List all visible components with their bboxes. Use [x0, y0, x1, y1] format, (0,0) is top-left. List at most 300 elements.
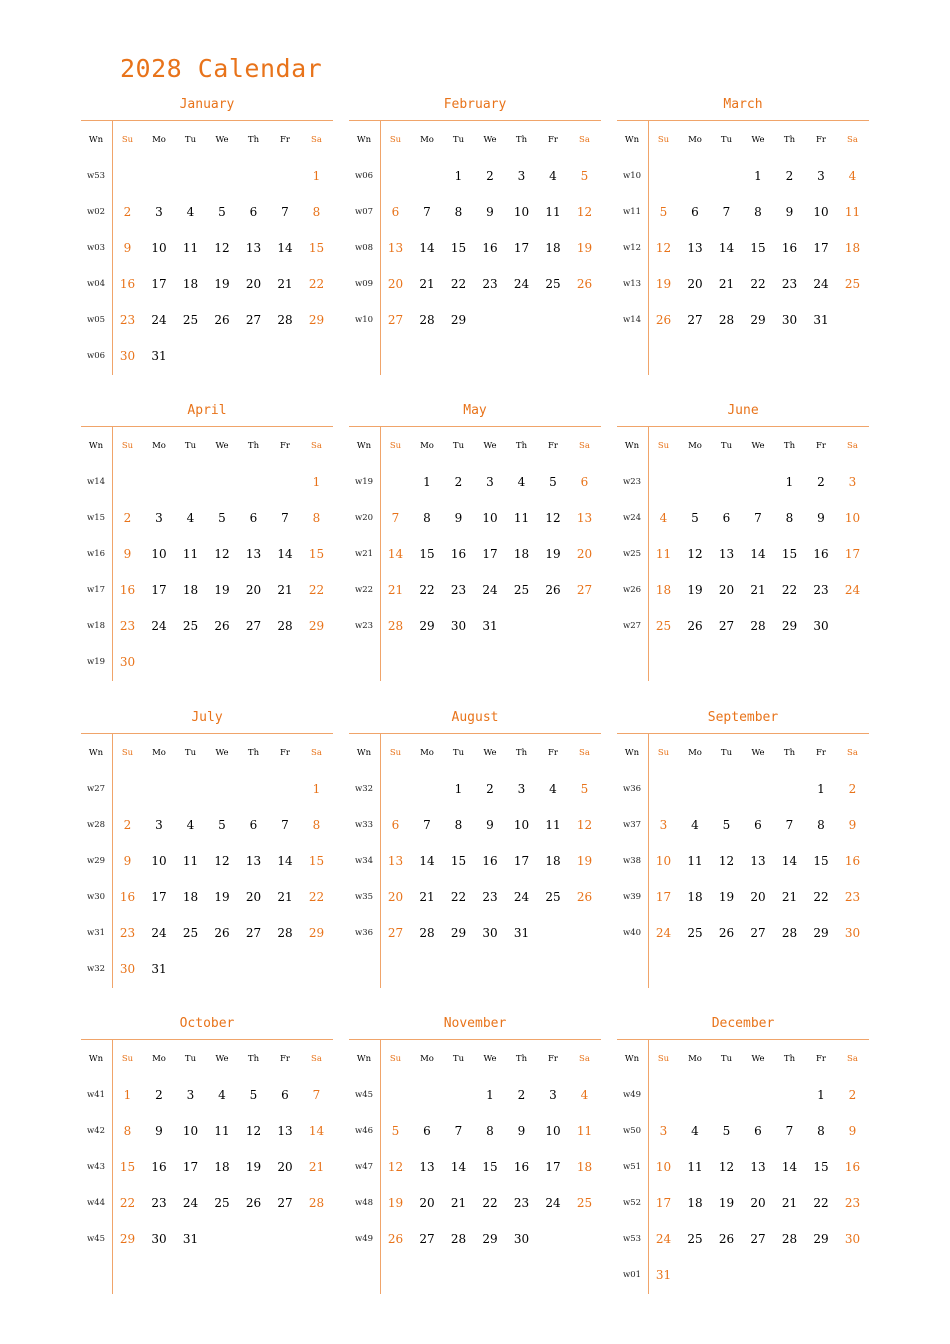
- weekday-header-th: Th: [247, 1054, 260, 1064]
- day-cell: 23: [813, 583, 829, 597]
- weekday-header-th: Th: [515, 135, 528, 145]
- week-number-header: Wn: [356, 441, 372, 451]
- day-cell: 21: [419, 277, 435, 291]
- month-name: September: [707, 710, 779, 725]
- month-header-rule: [617, 733, 869, 734]
- day-cell: 17: [151, 277, 167, 291]
- day-cell: 10: [513, 818, 530, 832]
- day-cell: 4: [691, 1124, 699, 1138]
- day-cell: 28: [277, 619, 293, 633]
- day-cell: 9: [486, 818, 494, 832]
- day-cell: 22: [419, 583, 435, 597]
- day-cell: 27: [750, 1232, 766, 1246]
- week-number: w07: [354, 207, 374, 217]
- day-cell: 20: [245, 277, 262, 291]
- month-october: [81, 1016, 333, 1302]
- day-cell: 18: [513, 547, 530, 561]
- week-number: w49: [622, 1090, 642, 1100]
- day-cell: 5: [549, 475, 557, 489]
- day-cell: 14: [308, 1124, 325, 1138]
- day-cell: 15: [450, 854, 467, 868]
- day-cell: 24: [151, 926, 167, 940]
- day-cell: 10: [151, 854, 167, 868]
- month-march: [617, 97, 869, 383]
- day-cell: 24: [844, 583, 861, 597]
- day-cell: 23: [119, 313, 136, 327]
- week-number: w19: [354, 477, 374, 487]
- day-cell: 11: [687, 1160, 703, 1174]
- day-cell: 11: [545, 205, 561, 219]
- day-cell: 8: [312, 205, 321, 219]
- week-number: w20: [354, 513, 374, 523]
- week-number: w49: [354, 1234, 374, 1244]
- weekday-header-th: Th: [783, 441, 796, 451]
- day-cell: 8: [312, 511, 321, 525]
- day-cell: 10: [813, 205, 829, 219]
- week-number: w44: [86, 1198, 106, 1208]
- day-cell: 13: [750, 1160, 766, 1174]
- weekday-header-th: Th: [783, 135, 796, 145]
- day-cell: 30: [844, 926, 861, 940]
- day-cell: 3: [155, 205, 163, 219]
- day-cell: 24: [482, 583, 498, 597]
- weekday-header-sa: Sa: [847, 748, 858, 758]
- weekday-header-sa: Sa: [579, 135, 590, 145]
- weekday-header-mo: Mo: [152, 441, 166, 451]
- day-cell: 2: [454, 475, 463, 489]
- day-cell: 8: [486, 1124, 494, 1138]
- week-number: w31: [86, 928, 106, 938]
- day-cell: 26: [214, 926, 230, 940]
- day-cell: 18: [655, 583, 672, 597]
- week-number: w34: [354, 856, 374, 866]
- day-cell: 14: [277, 241, 293, 255]
- week-number-header: Wn: [624, 441, 640, 451]
- day-cell: 27: [576, 583, 593, 597]
- day-cell: 10: [151, 547, 167, 561]
- day-cell: 20: [387, 277, 404, 291]
- day-cell: 20: [718, 583, 735, 597]
- day-cell: 30: [119, 962, 136, 976]
- week-number: w41: [86, 1090, 106, 1100]
- day-cell: 19: [214, 890, 230, 904]
- week-number: w05: [86, 315, 106, 325]
- day-cell: 5: [218, 205, 226, 219]
- weekday-header-we: We: [483, 135, 497, 145]
- week-number: w50: [622, 1126, 642, 1136]
- day-cell: 9: [817, 511, 825, 525]
- month-september: [617, 710, 869, 996]
- day-cell: 1: [754, 169, 762, 183]
- weekday-header-th: Th: [247, 748, 260, 758]
- week-number: w11: [622, 207, 642, 217]
- day-cell: 25: [182, 926, 199, 940]
- day-cell: 3: [186, 1088, 195, 1102]
- day-cell: 7: [391, 511, 400, 525]
- week-number: w42: [86, 1126, 106, 1136]
- day-cell: 31: [151, 962, 167, 976]
- day-cell: 31: [182, 1232, 199, 1246]
- week-number: w09: [354, 279, 374, 289]
- day-cell: 17: [513, 241, 530, 255]
- day-cell: 27: [277, 1196, 293, 1210]
- day-cell: 7: [722, 205, 731, 219]
- day-cell: 3: [549, 1088, 557, 1102]
- day-cell: 14: [718, 241, 735, 255]
- day-cell: 23: [513, 1196, 530, 1210]
- weekday-header-tu: Tu: [184, 748, 197, 758]
- day-cell: 8: [312, 818, 321, 832]
- day-cell: 11: [182, 241, 199, 255]
- day-cell: 10: [655, 1160, 672, 1174]
- day-cell: 9: [123, 547, 132, 561]
- day-cell: 4: [186, 818, 195, 832]
- weekday-header-su: Su: [389, 441, 402, 451]
- weekday-header-su: Su: [121, 1054, 134, 1064]
- day-cell: 27: [750, 926, 766, 940]
- month-header-rule: [81, 426, 333, 427]
- day-cell: 13: [277, 1124, 293, 1138]
- weekday-header-tu: Tu: [452, 441, 465, 451]
- day-cell: 17: [844, 547, 861, 561]
- weekday-header-mo: Mo: [688, 135, 702, 145]
- day-cell: 21: [277, 583, 293, 597]
- week-number: w14: [86, 477, 106, 487]
- week-number-header: Wn: [88, 135, 104, 145]
- day-cell: 6: [249, 205, 258, 219]
- day-cell: 11: [182, 854, 199, 868]
- day-cell: 2: [155, 1088, 163, 1102]
- month-header-rule: [617, 120, 869, 121]
- day-cell: 28: [419, 926, 435, 940]
- day-cell: 2: [817, 475, 825, 489]
- weekday-header-mo: Mo: [420, 1054, 434, 1064]
- day-cell: 3: [659, 818, 668, 832]
- day-cell: 1: [312, 782, 321, 796]
- day-cell: 30: [813, 619, 829, 633]
- day-cell: 11: [576, 1124, 593, 1138]
- weekday-header-sa: Sa: [579, 748, 590, 758]
- day-cell: 28: [277, 926, 293, 940]
- week-number: w52: [622, 1198, 642, 1208]
- day-cell: 30: [450, 619, 467, 633]
- week-number: w10: [622, 171, 642, 181]
- day-cell: 15: [119, 1160, 136, 1174]
- weekday-header-su: Su: [389, 135, 402, 145]
- day-cell: 20: [277, 1160, 293, 1174]
- weekday-header-sa: Sa: [311, 1054, 322, 1064]
- month-may: [349, 403, 601, 689]
- month-name: August: [451, 710, 499, 725]
- day-cell: 21: [277, 890, 293, 904]
- day-cell: 30: [151, 1232, 167, 1246]
- week-number: w30: [86, 892, 106, 902]
- day-cell: 8: [754, 205, 762, 219]
- week-number: w53: [86, 171, 106, 181]
- week-number: w19: [86, 657, 106, 667]
- day-cell: 18: [576, 1160, 593, 1174]
- day-cell: 22: [308, 890, 325, 904]
- week-number: w13: [622, 279, 642, 289]
- month-name: February: [443, 97, 507, 112]
- week-number: w08: [354, 243, 374, 253]
- weekday-header-mo: Mo: [152, 135, 166, 145]
- day-cell: 19: [214, 277, 230, 291]
- day-cell: 18: [545, 854, 561, 868]
- day-cell: 12: [545, 511, 561, 525]
- day-cell: 6: [249, 511, 258, 525]
- weekday-header-su: Su: [389, 1054, 402, 1064]
- day-cell: 25: [182, 313, 199, 327]
- day-cell: 19: [718, 890, 735, 904]
- day-cell: 11: [513, 511, 530, 525]
- day-cell: 14: [277, 547, 293, 561]
- week-number: w24: [622, 513, 642, 523]
- day-cell: 15: [813, 1160, 829, 1174]
- day-cell: 8: [423, 511, 431, 525]
- day-cell: 4: [517, 475, 526, 489]
- day-cell: 19: [245, 1160, 262, 1174]
- month-december: [617, 1016, 869, 1302]
- month-header-rule: [349, 426, 601, 427]
- day-cell: 4: [549, 782, 557, 796]
- week-number: w27: [86, 784, 106, 794]
- day-cell: 7: [785, 1124, 794, 1138]
- day-cell: 23: [119, 619, 136, 633]
- day-cell: 31: [813, 313, 829, 327]
- day-cell: 8: [817, 1124, 825, 1138]
- day-cell: 16: [844, 854, 861, 868]
- day-cell: 23: [151, 1196, 167, 1210]
- day-cell: 16: [119, 583, 136, 597]
- day-cell: 9: [454, 511, 463, 525]
- day-cell: 13: [718, 547, 735, 561]
- day-cell: 15: [419, 547, 435, 561]
- day-cell: 15: [750, 241, 766, 255]
- day-cell: 29: [308, 313, 325, 327]
- weekday-header-tu: Tu: [452, 1054, 465, 1064]
- day-cell: 31: [482, 619, 498, 633]
- day-cell: 28: [277, 313, 293, 327]
- weekday-header-tu: Tu: [720, 135, 733, 145]
- week-number: w29: [86, 856, 106, 866]
- day-cell: 17: [545, 1160, 561, 1174]
- day-cell: 29: [813, 926, 829, 940]
- month-name: July: [191, 710, 223, 725]
- day-cell: 21: [308, 1160, 325, 1174]
- day-cell: 16: [844, 1160, 861, 1174]
- weekday-header-mo: Mo: [688, 748, 702, 758]
- day-cell: 2: [486, 169, 494, 183]
- day-cell: 18: [687, 1196, 703, 1210]
- day-cell: 26: [545, 583, 561, 597]
- day-cell: 6: [391, 205, 400, 219]
- day-cell: 16: [119, 277, 136, 291]
- day-cell: 31: [151, 349, 167, 363]
- day-cell: 21: [387, 583, 404, 597]
- day-cell: 26: [387, 1232, 404, 1246]
- weekday-header-tu: Tu: [452, 748, 465, 758]
- day-cell: 4: [848, 169, 857, 183]
- weekday-header-su: Su: [121, 135, 134, 145]
- week-number: w37: [622, 820, 642, 830]
- day-cell: 3: [155, 511, 163, 525]
- weekday-header-mo: Mo: [688, 1054, 702, 1064]
- month-name: November: [443, 1016, 507, 1031]
- day-cell: 13: [245, 547, 262, 561]
- day-cell: 9: [123, 854, 132, 868]
- weekday-header-sa: Sa: [847, 1054, 858, 1064]
- day-cell: 7: [281, 205, 289, 219]
- day-cell: 29: [750, 313, 766, 327]
- day-cell: 15: [813, 854, 829, 868]
- day-cell: 13: [419, 1160, 435, 1174]
- day-cell: 22: [308, 277, 325, 291]
- day-cell: 30: [119, 349, 136, 363]
- week-number: w39: [622, 892, 642, 902]
- week-number: w12: [622, 243, 642, 253]
- day-cell: 24: [655, 1232, 672, 1246]
- month-name: May: [463, 403, 487, 418]
- day-cell: 11: [214, 1124, 230, 1138]
- day-cell: 15: [308, 854, 325, 868]
- day-cell: 14: [277, 854, 293, 868]
- day-cell: 9: [155, 1124, 163, 1138]
- weekday-header-su: Su: [657, 441, 670, 451]
- month-header-rule: [81, 120, 333, 121]
- week-number: w36: [354, 928, 374, 938]
- weekday-header-su: Su: [657, 135, 670, 145]
- day-cell: 24: [182, 1196, 199, 1210]
- day-cell: 5: [691, 511, 699, 525]
- week-number: w22: [354, 585, 374, 595]
- day-cell: 21: [450, 1196, 467, 1210]
- weekday-header-su: Su: [121, 441, 134, 451]
- day-cell: 19: [576, 854, 593, 868]
- day-cell: 25: [513, 583, 530, 597]
- day-cell: 1: [486, 1088, 494, 1102]
- day-cell: 23: [482, 277, 498, 291]
- day-cell: 27: [687, 313, 703, 327]
- day-cell: 22: [813, 890, 829, 904]
- day-cell: 23: [844, 1196, 861, 1210]
- weekday-header-tu: Tu: [184, 135, 197, 145]
- day-cell: 1: [454, 169, 463, 183]
- day-cell: 4: [218, 1088, 226, 1102]
- day-cell: 4: [186, 511, 195, 525]
- day-cell: 21: [419, 890, 435, 904]
- day-cell: 22: [482, 1196, 498, 1210]
- day-cell: 16: [813, 547, 829, 561]
- day-cell: 9: [785, 205, 794, 219]
- day-cell: 25: [545, 890, 561, 904]
- day-cell: 3: [848, 475, 857, 489]
- day-cell: 29: [450, 926, 467, 940]
- day-cell: 5: [391, 1124, 400, 1138]
- day-cell: 16: [781, 241, 798, 255]
- day-cell: 27: [245, 619, 262, 633]
- weekday-header-sa: Sa: [311, 441, 322, 451]
- day-cell: 24: [151, 619, 167, 633]
- day-cell: 26: [245, 1196, 262, 1210]
- weekday-header-su: Su: [657, 748, 670, 758]
- month-august: [349, 710, 601, 996]
- day-cell: 12: [245, 1124, 262, 1138]
- day-cell: 8: [454, 205, 463, 219]
- weekday-header-fr: Fr: [816, 135, 826, 145]
- week-number: w06: [86, 351, 106, 361]
- week-number: w10: [354, 315, 374, 325]
- month-header-rule: [349, 1039, 601, 1040]
- weekday-header-fr: Fr: [816, 748, 826, 758]
- day-cell: 9: [848, 818, 857, 832]
- day-cell: 22: [450, 890, 467, 904]
- day-cell: 28: [718, 313, 735, 327]
- day-cell: 12: [214, 241, 230, 255]
- day-cell: 1: [817, 1088, 825, 1102]
- day-cell: 24: [545, 1196, 561, 1210]
- day-cell: 11: [655, 547, 672, 561]
- weekday-header-tu: Tu: [720, 1054, 733, 1064]
- day-cell: 5: [722, 818, 731, 832]
- day-cell: 29: [482, 1232, 498, 1246]
- month-february: [349, 97, 601, 383]
- day-cell: 3: [517, 782, 526, 796]
- day-cell: 19: [687, 583, 703, 597]
- day-cell: 28: [750, 619, 766, 633]
- day-cell: 14: [781, 854, 798, 868]
- day-cell: 4: [580, 1088, 589, 1102]
- day-cell: 24: [655, 926, 672, 940]
- day-cell: 24: [513, 277, 530, 291]
- weekday-header-sa: Sa: [847, 135, 858, 145]
- day-cell: 20: [687, 277, 703, 291]
- day-cell: 7: [281, 511, 289, 525]
- day-cell: 14: [387, 547, 404, 561]
- day-cell: 20: [419, 1196, 435, 1210]
- day-cell: 11: [687, 854, 703, 868]
- day-cell: 6: [580, 475, 589, 489]
- week-number: w43: [86, 1162, 106, 1172]
- day-cell: 10: [182, 1124, 199, 1138]
- day-cell: 29: [813, 1232, 829, 1246]
- day-cell: 14: [450, 1160, 467, 1174]
- day-cell: 29: [119, 1232, 136, 1246]
- week-number: w47: [354, 1162, 374, 1172]
- day-cell: 2: [848, 1088, 857, 1102]
- month-header-rule: [617, 426, 869, 427]
- day-cell: 13: [687, 241, 703, 255]
- day-cell: 1: [785, 475, 794, 489]
- day-cell: 21: [277, 277, 293, 291]
- day-cell: 12: [576, 205, 593, 219]
- day-cell: 1: [312, 475, 321, 489]
- day-cell: 28: [781, 926, 798, 940]
- week-number: w23: [622, 477, 642, 487]
- weekday-header-su: Su: [657, 1054, 670, 1064]
- day-cell: 5: [659, 205, 668, 219]
- week-number-header: Wn: [624, 748, 640, 758]
- week-number: w28: [86, 820, 106, 830]
- day-cell: 26: [214, 313, 230, 327]
- week-number: w46: [354, 1126, 374, 1136]
- day-cell: 22: [119, 1196, 136, 1210]
- page-title: 2028 Calendar: [120, 54, 323, 83]
- day-cell: 18: [182, 277, 199, 291]
- day-cell: 28: [308, 1196, 325, 1210]
- week-number: w45: [86, 1234, 106, 1244]
- day-cell: 26: [214, 619, 230, 633]
